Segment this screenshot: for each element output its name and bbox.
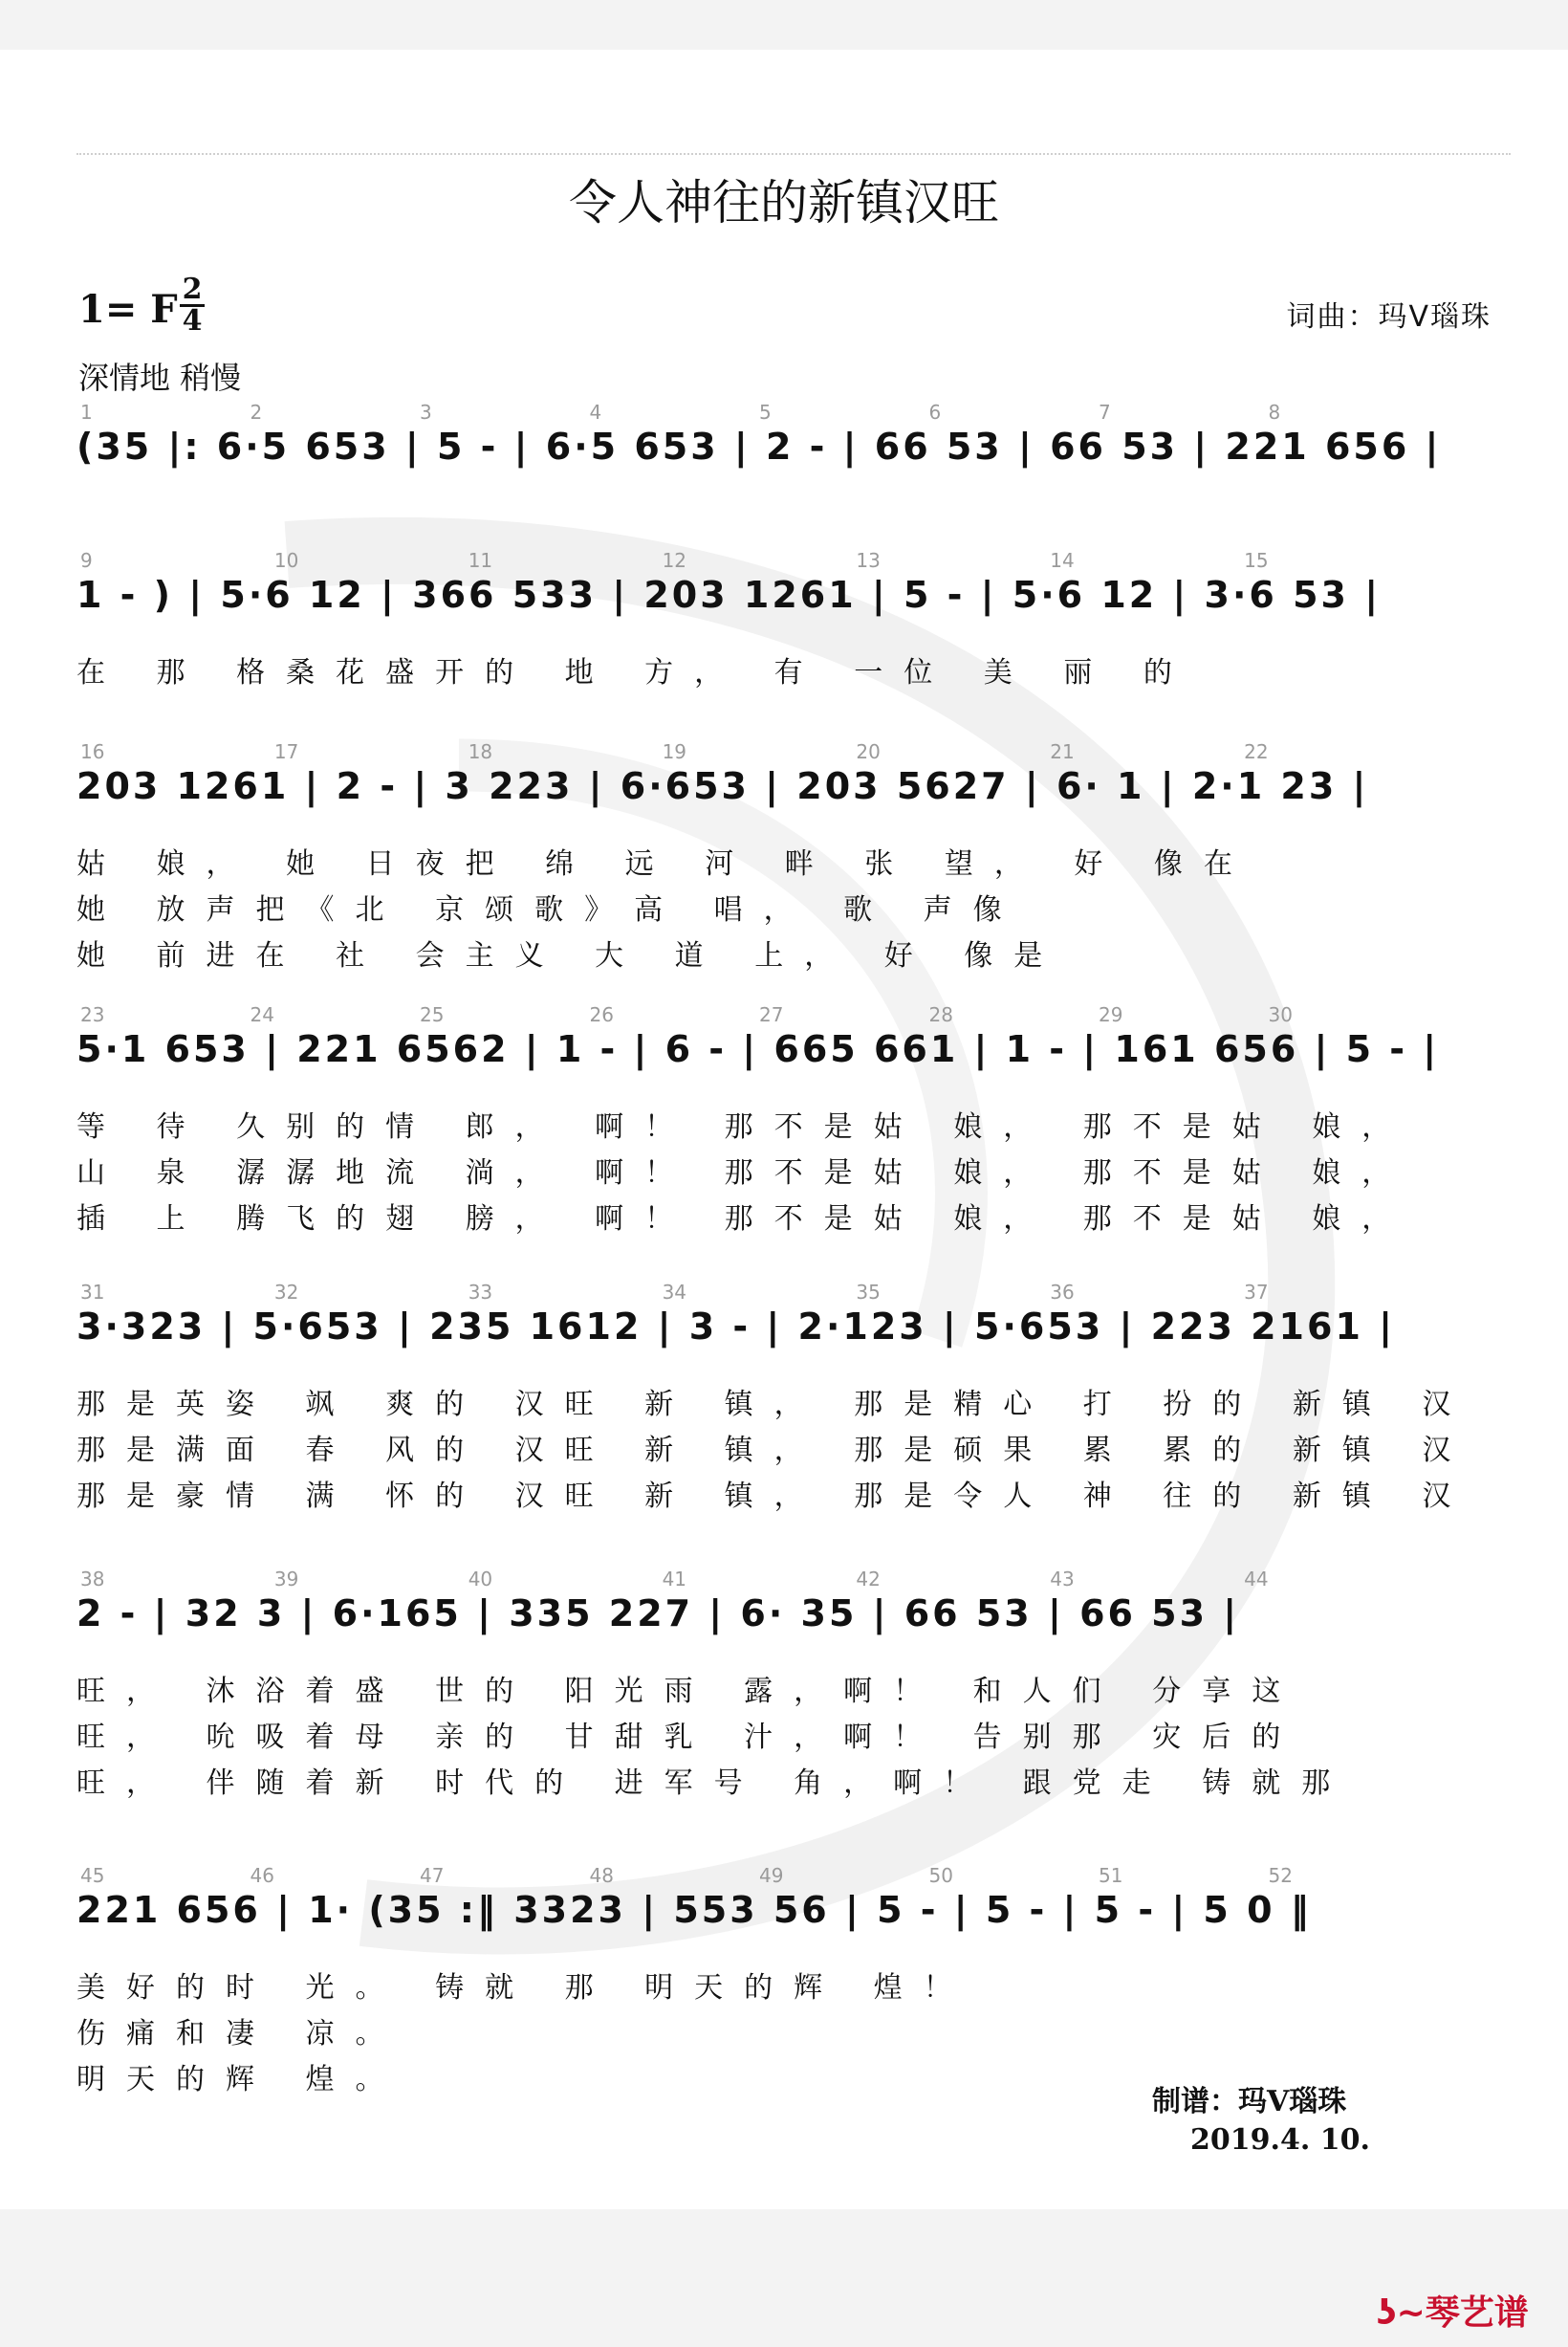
measure-number: 2 [250, 401, 263, 424]
measure-number: 48 [589, 1864, 614, 1887]
measure-number-row [0, 740, 1568, 763]
measure-number: 13 [856, 549, 881, 572]
lyric-line: 旺， 伴随着新 时代的 进军号 角，啊！ 跟党走 铸就那 [76, 1766, 1352, 1800]
measure-number: 1 [80, 401, 93, 424]
measure-number: 51 [1099, 1864, 1123, 1887]
time-signature [178, 275, 207, 336]
notation-system [0, 1592, 1568, 1659]
measure-number: 24 [250, 1003, 274, 1026]
measure-number: 52 [1268, 1864, 1293, 1887]
bottom-band [0, 2209, 1568, 2347]
measure-number-row [0, 1281, 1568, 1304]
measure-number: 30 [1268, 1003, 1293, 1026]
lyric-line: 等 待 久别的情 郎， 啊！ 那不是姑 娘， 那不是姑 娘， [76, 1110, 1412, 1144]
measure-number: 19 [662, 740, 687, 763]
notation-system [0, 765, 1568, 832]
measure-number: 29 [1099, 1003, 1123, 1026]
measure-number: 17 [273, 740, 299, 763]
measure-number: 49 [759, 1864, 784, 1887]
lyric-line: 山 泉 潺潺地流 淌， 啊！ 那不是姑 娘， 那不是姑 娘， [76, 1156, 1412, 1190]
measure-number: 31 [80, 1281, 105, 1304]
measure-number: 46 [250, 1864, 274, 1887]
lyric-line: 美好的时 光。 铸就 那 明天的辉 煌！ [76, 1971, 973, 2005]
time-signature-bottom: 4 [182, 304, 203, 338]
lyricist-composer-credit: 词曲：玛V瑙珠 [1286, 300, 1492, 334]
score-maker: 制谱：玛V瑙珠 [1152, 2085, 1347, 2118]
measure-number: 8 [1268, 401, 1281, 424]
notation-line: 221 656 | 1· (35 :‖ 3323 | 553 56 | 5 - | 5 - | 5 - | 5 0 ‖ [76, 1889, 1312, 1931]
measure-number: 12 [662, 549, 687, 572]
measure-number: 33 [468, 1281, 493, 1304]
measure-number: 21 [1050, 740, 1075, 763]
measure-number: 10 [273, 549, 299, 572]
notation-line: 2 - | 32 3 | 6·165 | 335 227 | 6· 35 | 66 53 | 66 53 | [76, 1592, 1240, 1634]
measure-number-row [0, 401, 1568, 424]
measure-number: 41 [662, 1568, 687, 1590]
measure-number: 47 [420, 1864, 445, 1887]
notation-line: 5·1 653 | 221 6562 | 1 - | 6 - | 665 661 | 1 - | 161 656 | 5 - | [76, 1028, 1440, 1070]
measure-number-row [0, 1864, 1568, 1887]
measure-number: 23 [80, 1003, 105, 1026]
measure-number: 40 [468, 1568, 493, 1590]
measure-number: 11 [468, 549, 493, 572]
measure-number: 27 [759, 1003, 784, 1026]
measure-number: 15 [1244, 549, 1269, 572]
time-signature-top: 2 [182, 273, 203, 306]
tempo-marking: 深情地 稍慢 [78, 360, 242, 396]
lyric-line: 那是英姿 飒 爽的 汉旺 新 镇， 那是精心 打 扮的 新镇 汉 [76, 1388, 1472, 1421]
measure-number: 6 [928, 401, 942, 424]
measure-number: 32 [273, 1281, 299, 1304]
measure-number: 36 [1050, 1281, 1075, 1304]
notation-system [0, 1889, 1568, 1956]
measure-number: 39 [273, 1568, 299, 1590]
song-title: 令人神往的新镇汉旺 [569, 175, 999, 230]
measure-number: 20 [856, 740, 881, 763]
measure-number: 44 [1244, 1568, 1269, 1590]
header-divider [76, 153, 1511, 155]
key-signature: 1= F [78, 287, 178, 332]
measure-number: 50 [928, 1864, 953, 1887]
lyric-line: 姑 娘， 她 日夜把 绵 远 河 畔 张 望， 好 像在 [76, 847, 1253, 881]
measure-number: 5 [759, 401, 772, 424]
notation-system [0, 1305, 1568, 1372]
lyric-line: 那是豪情 满 怀的 汉旺 新 镇， 那是令人 神 往的 新镇 汉 [76, 1480, 1472, 1513]
measure-number: 9 [80, 549, 93, 572]
measure-number: 4 [589, 401, 602, 424]
notation-system [0, 426, 1568, 493]
notation-system [0, 574, 1568, 641]
notation-line: 3·323 | 5·653 | 235 1612 | 3 - | 2·123 | 5·653 | 223 2161 | [76, 1305, 1395, 1348]
lyric-line: 旺， 沐浴着盛 世的 阳光雨 露，啊！ 和人们 分享这 [76, 1675, 1302, 1708]
notation-system [0, 1028, 1568, 1095]
measure-number-row [0, 1003, 1568, 1026]
measure-number-row [0, 1568, 1568, 1590]
measure-number: 37 [1244, 1281, 1269, 1304]
measure-number: 43 [1050, 1568, 1075, 1590]
measure-number: 42 [856, 1568, 881, 1590]
lyric-line: 明天的辉 煌。 [76, 2063, 405, 2096]
site-logo [1377, 2286, 1529, 2335]
measure-number: 7 [1099, 401, 1111, 424]
lyric-line: 她 前进在 社 会主义 大 道 上， 好 像是 [76, 939, 1064, 973]
measure-number: 34 [662, 1281, 687, 1304]
score-date: 2019.4. 10. [1190, 2123, 1370, 2157]
measure-number: 25 [420, 1003, 445, 1026]
measure-number: 16 [80, 740, 105, 763]
notation-line: 1 - ) | 5·6 12 | 366 533 | 203 1261 | 5 - | 5·6 12 | 3·6 53 | [76, 574, 1382, 616]
top-band [0, 0, 1568, 50]
measure-number: 26 [589, 1003, 614, 1026]
measure-number: 18 [468, 740, 493, 763]
notation-line: (35 |: 6·5 653 | 5 - | 6·5 653 | 2 - | 66 53 | 66 53 | 221 656 | [76, 426, 1442, 468]
measure-number: 38 [80, 1568, 105, 1590]
measure-number: 3 [420, 401, 432, 424]
lyric-line: 旺， 吮吸着母 亲的 甘甜乳 汁，啊！ 告别那 灾后的 [76, 1721, 1302, 1754]
lyric-line: 插 上 腾飞的翅 膀， 啊！ 那不是姑 娘， 那不是姑 娘， [76, 1202, 1412, 1236]
lyric-line: 那是满面 春 风的 汉旺 新 镇， 那是硕果 累 累的 新镇 汉 [76, 1434, 1472, 1467]
logo-mark-icon: ʖ~ [1377, 2293, 1426, 2333]
measure-number-row [0, 549, 1568, 572]
measure-number: 22 [1244, 740, 1269, 763]
lyric-line: 她 放声把《北 京颂歌》高 唱， 歌 声像 [76, 893, 1023, 927]
measure-number: 14 [1050, 549, 1075, 572]
measure-number: 45 [80, 1864, 105, 1887]
notation-line: 203 1261 | 2 - | 3 223 | 6·653 | 203 5627 | 6· 1 | 2·1 23 | [76, 765, 1369, 807]
lyric-line: 伤痛和凄 凉。 [76, 2017, 405, 2051]
logo-text: 琴艺谱 [1425, 2293, 1529, 2333]
measure-number: 35 [856, 1281, 881, 1304]
measure-number: 28 [928, 1003, 953, 1026]
lyric-line: 在 那 格桑花盛开的 地 方， 有 一位 美 丽 的 [76, 656, 1193, 690]
